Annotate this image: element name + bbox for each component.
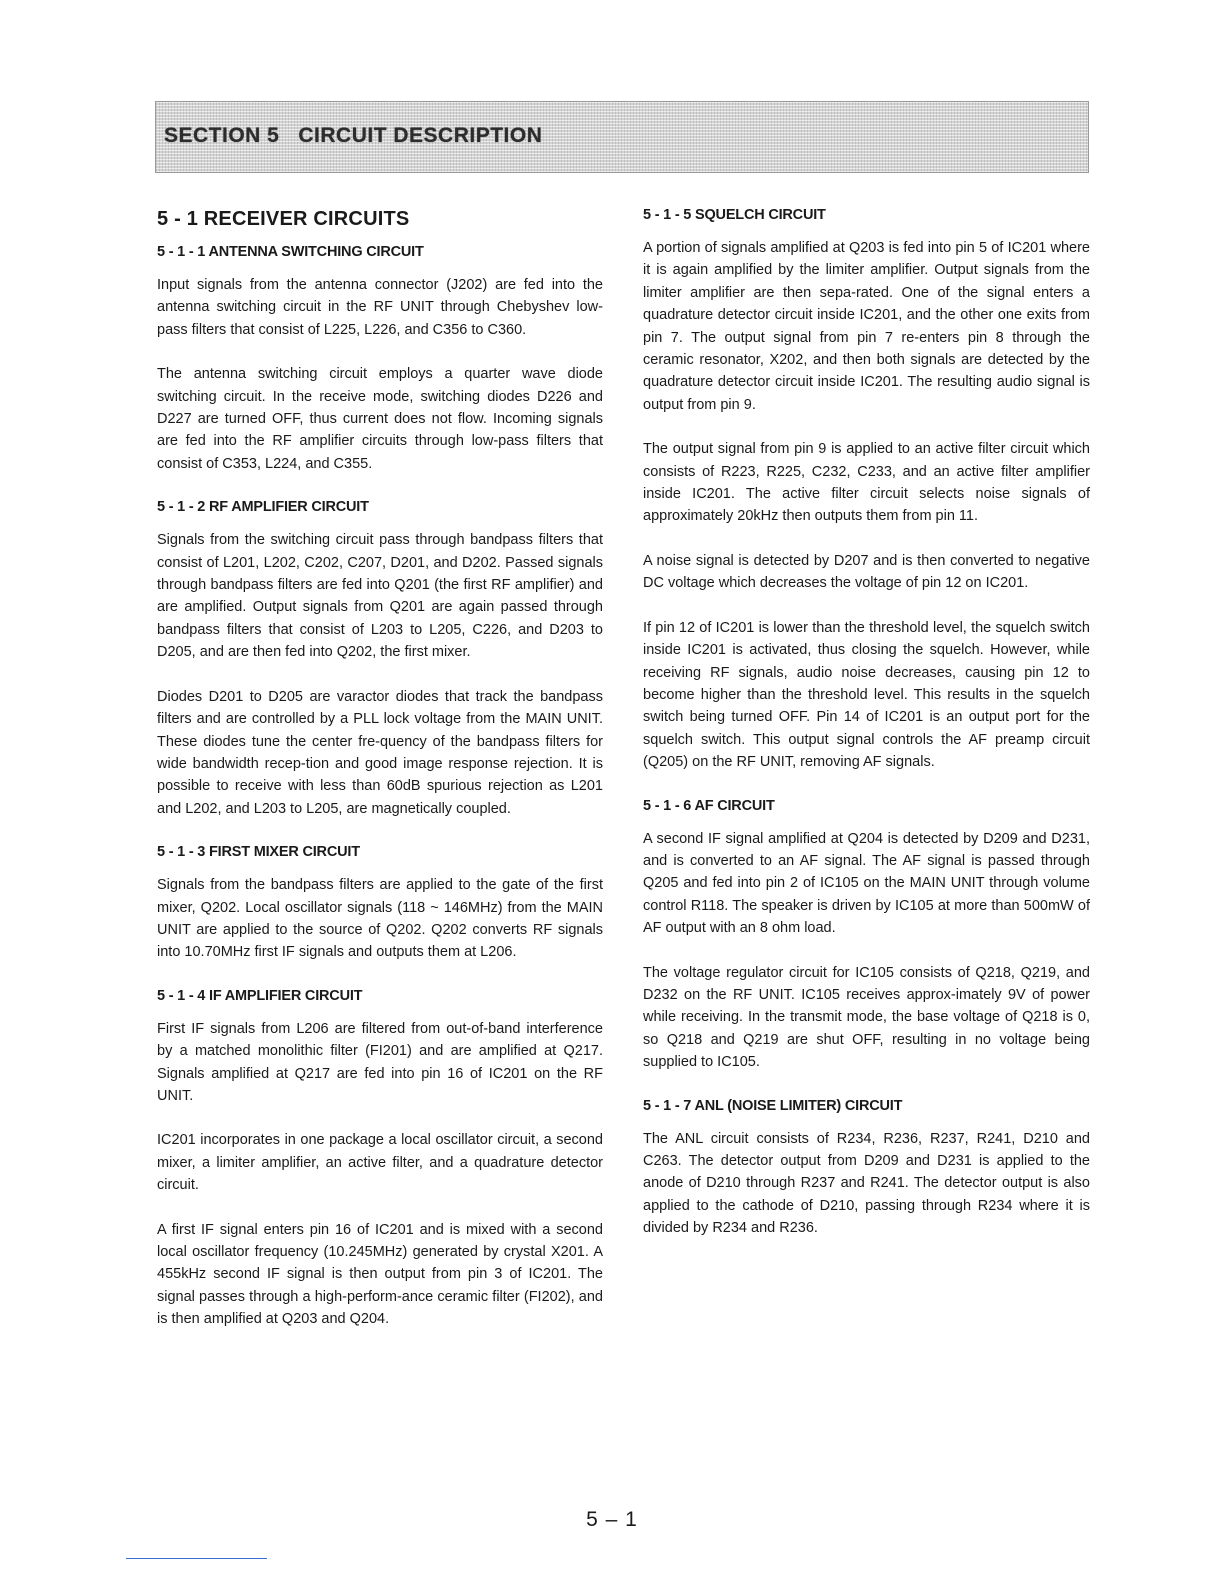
- heading-squelch: 5 - 1 - 5 SQUELCH CIRCUIT: [643, 207, 826, 223]
- paragraph: Signals from the switching circuit pass through bandpass filters that consist of L201, L202, C202, C207, D201, and D202. Passed signals through bandpass filters are fed into Q201 (the first RF amplifier) and are amplified. Output signals from Q201 are again passed through bandpass filters that consist of L203 to L205, C226, and D203 to D205, and are then fed into Q202, the first mixer.: [157, 532, 603, 661]
- paragraph: The antenna switching circuit employs a quarter wave diode switching circuit. In the receive mode, switching diodes D226 and D227 are turned OFF, thus current does not flow. Incoming signals are fed into the RF amplifier circuits through low-pass filters that consist of C353, L224, and C355.: [157, 366, 603, 472]
- paragraph: The output signal from pin 9 is applied to an active filter circuit which consists of R223, R225, C232, C233, and an active filter amplifier inside IC201. The active filter circuit selects noise signals of approximately 20kHz then outputs them from pin 11.: [643, 441, 1090, 525]
- paragraph: IC201 incorporates in one package a local oscillator circuit, a second mixer, a limiter amplifier, an active filter, and a quadrature detector circuit.: [157, 1132, 603, 1194]
- heading-first-mixer: 5 - 1 - 3 FIRST MIXER CIRCUIT: [157, 844, 360, 861]
- left-column: [157, 205, 603, 1353]
- paragraph: The ANL circuit consists of R234, R236, R237, R241, D210 and C263. The detector output from D209 and D231 is applied to the anode of D210 through R237 and R241. The detector output is also applied to the cathode of D210, passing through R234 where it is divided by R234 and R236.: [643, 1130, 1090, 1237]
- heading-rf-amplifier: 5 - 1 - 2 RF AMPLIFIER CIRCUIT: [157, 499, 369, 516]
- paragraph: Input signals from the antenna connector (J202) are fed into the antenna switching circuit in the RF UNIT through Chebyshev low-pass filters that consist of L225, L226, and C356 to C360.: [157, 277, 603, 338]
- paragraph: A noise signal is detected by D207 and is then converted to negative DC voltage which decreases the voltage of pin 12 on IC201.: [643, 552, 1090, 592]
- paragraph: Signals from the bandpass filters are applied to the gate of the first mixer, Q202. Local oscillator signals (118 ~ 146MHz) from the MAIN UNIT are applied to the source of Q202. Q202 converts RF signals into 10.70MHz first IF signals and outputs them at L206.: [157, 877, 603, 961]
- footer-divider: [126, 1558, 267, 1559]
- paragraph: First IF signals from L206 are filtered from out-of-band interference by a matched monolithic filter (FI201) and are amplified at Q217. Signals amplified at Q217 are fed into pin 16 of IC201 on the RF UNIT.: [157, 1020, 603, 1104]
- paragraph: The voltage regulator circuit for IC105 consists of Q218, Q219, and D232 on the RF UNIT. IC105 receives approx-imately 9V of power while receiving. In the transmit mode, the base voltage of Q218 is 0, so Q218 and Q219 are shut OFF, resulting in no voltage being supplied to IC105.: [643, 964, 1090, 1071]
- paragraph: If pin 12 of IC201 is lower than the threshold level, the squelch switch inside IC201 is activated, thus closing the squelch. However, while receiving RF signals, audio noise decreases, causing pin 12 to become higher than the threshold level. This results in the squelch switch being turned OFF. Pin 14 of IC201 is an output port for the squelch switch. This output signal controls the AF preamp circuit (Q205) on the RF UNIT, removing AF signals.: [643, 619, 1090, 771]
- section-banner-title: SECTION 5 CIRCUIT DESCRIPTION: [164, 124, 543, 147]
- heading-anl-circuit: 5 - 1 - 7 ANL (NOISE LIMITER) CIRCUIT: [643, 1097, 903, 1114]
- page-number: 5 – 1: [586, 1508, 638, 1531]
- paragraph: A first IF signal enters pin 16 of IC201 and is mixed with a second local oscillator frequency (10.245MHz) generated by crystal X201. A 455kHz second IF signal is then output from pin 3 of IC201. The signal passes through a high-perform-ance ceramic filter (FI202), and is then amplified at Q203 and Q204.: [157, 1221, 603, 1328]
- section-title: 5 - 1 RECEIVER CIRCUITS: [157, 208, 410, 230]
- heading-af-circuit: 5 - 1 - 6 AF CIRCUIT: [643, 797, 775, 814]
- section-banner: [155, 101, 1089, 173]
- heading-antenna-switching: 5 - 1 - 1 ANTENNA SWITCHING CIRCUIT: [157, 244, 424, 260]
- paragraph: Diodes D201 to D205 are varactor diodes that track the bandpass filters and are controlled by a PLL lock voltage from the MAIN UNIT. These diodes tune the center fre-quency of the bandpass filters for wide bandwidth recep-tion and good image response rejection. It is possible to receive with less than 60dB spurious rejection as L201 and L202, and L203 to L205, are magnetically coupled.: [157, 688, 603, 817]
- paragraph: A portion of signals amplified at Q203 is fed into pin 5 of IC201 where it is again amplified by the limiter amplifier. Output signals from the limiter amplifier are then sepa-rated. One of the signal enters a quadrature detector circuit inside IC201, and the other one exits from pin 7. The output signal from pin 7 re-enters pin 8 through the ceramic resonator, X202, and then both signals are detected by the quadrature detector circuit inside IC201. The resulting audio signal is output from pin 9.: [643, 240, 1090, 413]
- right-column: [643, 205, 1090, 1262]
- heading-if-amplifier: 5 - 1 - 4 IF AMPLIFIER CIRCUIT: [157, 987, 363, 1004]
- paragraph: A second IF signal amplified at Q204 is detected by D209 and D231, and is converted to an AF signal. The AF signal is passed through Q205 and fed into pin 2 of IC105 on the MAIN UNIT through volume control R118. The speaker is driven by IC105 at more than 500mW of AF output with an 8 ohm load.: [643, 830, 1090, 937]
